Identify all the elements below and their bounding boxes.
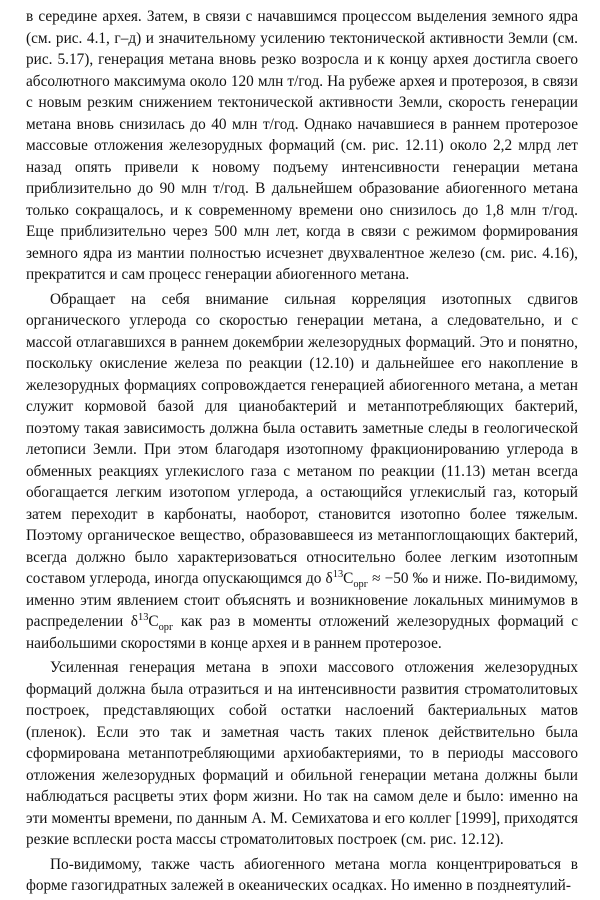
isotope-superscript-2: 13	[138, 611, 149, 623]
paragraph-2-text-start: Обращает на себя внимание сильная корреляция изотопных сдвигов органического углерода со скоростью генерации метана, а следовательно, и с массой отлагавшихся в раннем докембрии железорудных формаций. Это и понятно, поскольку окисление железа по реакции (12.10) и дальнейшее его накопление в железорудных формациях сопровождается генерацией абиогенного метана, а метан служит кормовой базой для цианобактерий и метанпотребляющих бактерий, поэтому такая зависимость должна была оставить заметные следы в геологической летописи Земли. При этом благодаря изотопному фракционированию углерода в обменных реакциях углекислого газа с метаном по реакции (11.13) метан всегда обогащается легким изотопом углерода, а остающийся углекислый газ, который затем переходит в карбонаты, наоборот, становится изотопно более тяжелым. Поэтому органическое вещество, образовавшееся из метанпоглощающих бактерий, всегда должно было характеризоваться относительно более легким изотопным составом углерода, иногда опускающимся до	[26, 290, 578, 587]
carbon-symbol-1: C	[343, 570, 354, 587]
isotope-superscript-1: 13	[332, 568, 344, 580]
organic-subscript-2: орг	[158, 622, 174, 634]
paragraph-3: Усиленная генерация метана в эпохи массового отложения железорудных формаций должна была отразиться и на интенсивности развития строматолитовых построек, представляющих собой остатки наслоений бактериальных матов (пленок). Если это так и заметная часть таких пленок действительно была сформирована метанпотребляющими архиобактериями, то в периоды массового отложения железорудных формаций и обильной генерации метана должны были наблюдаться расцветы этих форм жизни. Но так на самом деле и было: именно на эти моменты времени, по данным А. М. Семихатова и его коллег [1999], приходятся резкие всплески роста массы строматолитовых построек (см. рис. 12.12).	[26, 659, 578, 848]
paragraph-2-text-middle: ≈ −50 ‰ и ниже. По-видимому, именно этим явлением стоит объяснять и возникновение локальных минимумов в распределении	[26, 570, 578, 630]
organic-subscript-1: орг	[353, 579, 368, 591]
delta-symbol-2: δ	[130, 613, 138, 630]
paragraph-4: По-видимому, также часть абиогенного метана могла концентрироваться в форме газогидратных залежей в океанических осадках. Но именно в позднеятулий-	[26, 855, 578, 894]
paragraph-2-text-end: как раз в моменты отложений железорудных формаций с наибольшими скоростями в конце архея и в раннем протерозое.	[26, 613, 579, 652]
delta-symbol-1: δ	[325, 570, 333, 587]
paragraph-2	[26, 289, 578, 655]
carbon-symbol-2: C	[148, 613, 159, 630]
page-body	[26, 6, 578, 900]
paragraph-1: в середине архея. Затем, в связи с начавшимся процессом выделения земного ядра (см. рис. 4.1, г–д) и значительному усилению тектонической активности Земли (см. рис. 5.17), генерация метана вновь резко возросла и к концу архея достигла своего абсолютного максимума около 120 млн т/год. На рубеже архея и протерозоя, в связи с новым резким снижением тектонической активности Земли, скорость генерации метана вновь снизилась до 40 млн т/год. Однако начавшиеся в раннем протерозое массовые отложения железорудных формаций (см. рис. 12.11) около 2,2 млрд лет назад опять привели к новому подъему интенсивности генерации метана приблизительно до 90 млн т/год. В дальнейшем образование абиогенного метана только сокращалось, и к современному времени оно снизилось до 1,8 млн т/год. Еще приблизительно через 500 млн лет, когда в связи с режимом формирования земного ядра из мантии полностью исчезнет двухвалентное железо (см. рис. 4.16), прекратится и сам процесс генерации абиогенного метана.	[26, 8, 578, 283]
